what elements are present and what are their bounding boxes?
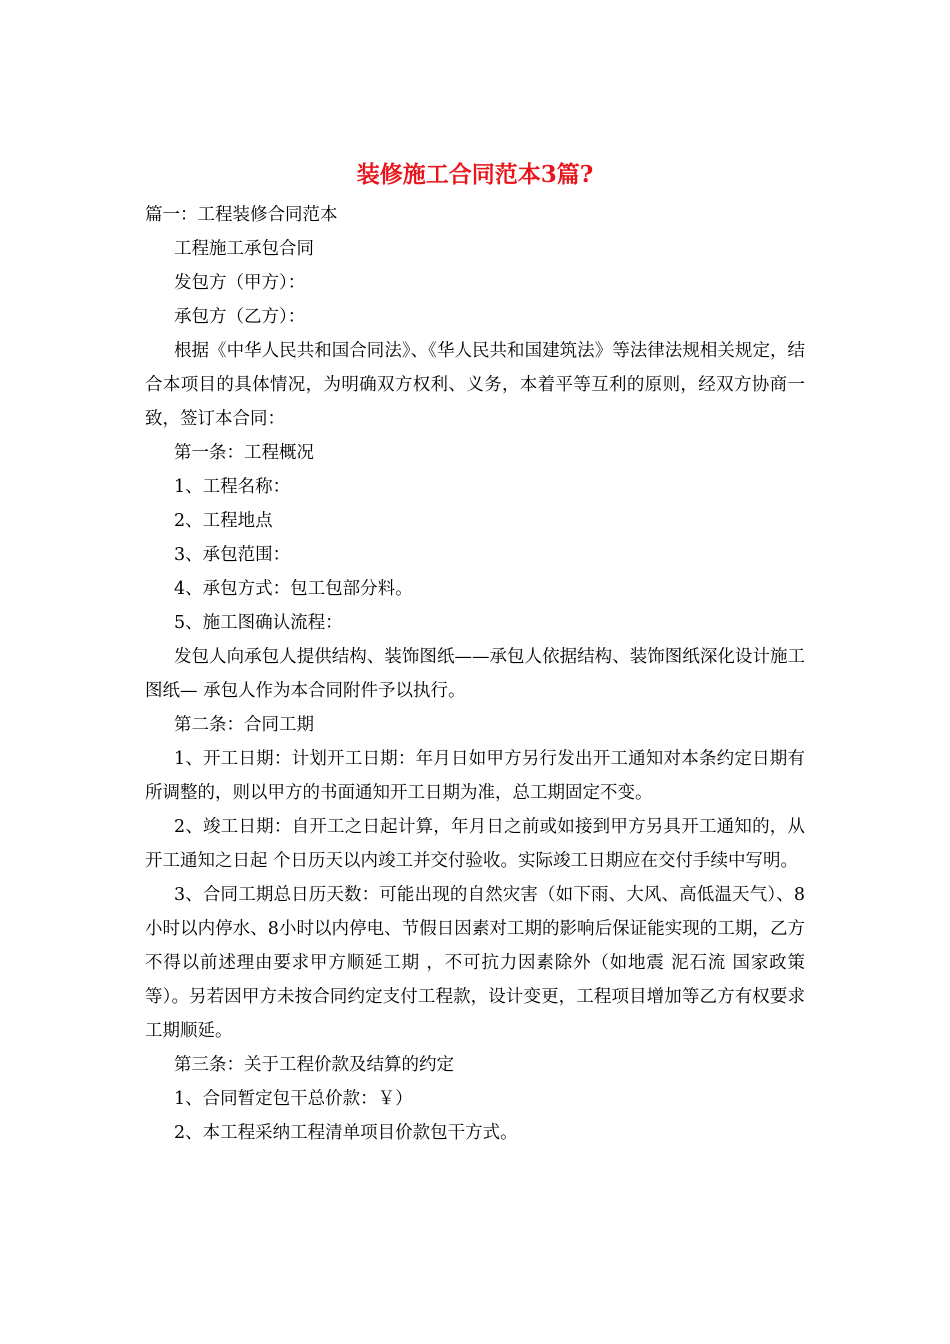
paragraph: 1、开工日期：计划开工日期：年月日如甲方另行发出开工通知对本条约定日期有所调整的，则以甲方的书面通知开工日期为准，总工期固定不变。 [145,749,805,803]
paragraph: 1、合同暂定包干总价款：￥） [174,1089,413,1109]
paragraph: 4、承包方式：包工包部分料。 [174,579,413,599]
paragraph: 2、竣工日期：自开工之日起计算，年月日之前或如接到甲方另具开工通知的，从开工通知之日起 个日历天以内竣工并交付验收。实际竣工日期应在交付手续中写明。 [145,817,805,871]
paragraph: 第三条：关于工程价款及结算的约定 [174,1055,454,1075]
paragraph: 工程施工承包合同 [174,239,314,259]
paragraph: 2、工程地点 [174,511,273,531]
paragraph-heading: 篇一：工程装修合同范本 [145,205,338,225]
document-body [145,198,805,1150]
paragraph: 3、承包范围： [174,545,291,565]
paragraph: 第一条：工程概况 [174,443,314,463]
document-title: 装修施工合同范本3篇? [356,161,594,188]
paragraph: 1、工程名称： [174,477,291,497]
paragraph: 承包方（乙方）： [174,307,306,327]
paragraph: 第二条：合同工期 [174,715,314,735]
paragraph: 根据《中华人民共和国合同法》、《华人民共和国建筑法》等法律法规相关规定，结合本项目的具体情况，为明确双方权利、义务，本着平等互利的原则，经双方协商一致，签订本合同： [145,341,805,429]
paragraph: 5、施工图确认流程： [174,613,343,633]
paragraph: 发包方（甲方）： [174,273,306,293]
paragraph: 2、本工程采纳工程清单项目价款包干方式。 [174,1123,518,1143]
paragraph: 发包人向承包人提供结构、装饰图纸——承包人依据结构、装饰图纸深化设计施工图纸— 承包人作为本合同附件予以执行。 [145,647,805,701]
paragraph: 3、合同工期总日历天数：可能出现的自然灾害（如下雨、大风、高低温天气）、8小时以内停水、8小时以内停电、节假日因素对工期的影响后保证能实现的工期，乙方不得以前述理由要求甲方顺延工期 ，不可抗力因素除外（如地震 泥石流 国家政策等）。另若因甲方未按合同约定支付工程款，设计变更，工程项目增加等乙方有权要求工期顺延。 [145,885,805,1041]
